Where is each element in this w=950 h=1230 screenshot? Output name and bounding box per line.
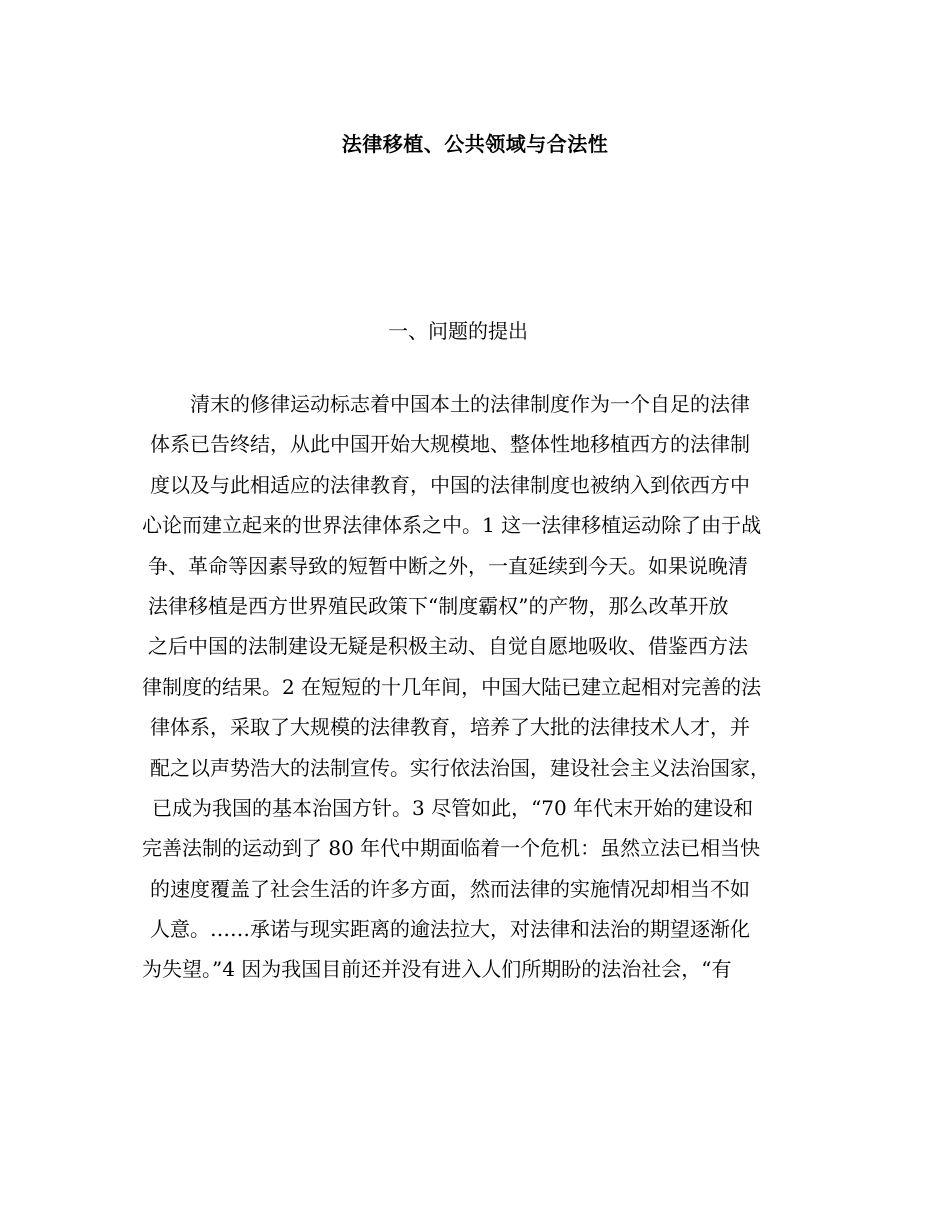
section-heading: 一、问题的提出 [388, 319, 528, 343]
body-line: 体系已告终结，从此中国开始大规模地、整体性地移植西方的法律制 [150, 432, 750, 457]
body-line: 完善法制的运动到了 80 年代中期面临着一个危机：虽然立法已相当快 [142, 836, 761, 861]
body-line: 度以及与此相适应的法律教育，中国的法律制度也被纳入到依西方中 [150, 472, 750, 497]
body-line: 清末的修律运动标志着中国本土的法律制度作为一个自足的法律 [190, 392, 750, 416]
body-line: 配之以声势浩大的法制宣传。实行依法治国，建设社会主义法治国家， [150, 755, 770, 780]
document-title: 法律移植、公共领域与合法性 [341, 132, 609, 156]
body-line: 之后中国的法制建设无疑是积极主动、自觉自愿地吸收、借鉴西方法 [148, 634, 748, 659]
body-line: 争、革命等因素导致的短暂中断之外，一直延续到今天。如果说晚清 [148, 553, 748, 578]
body-line: 为失望。”4 因为我国目前还并没有进入人们所期盼的法治社会，“有 [142, 957, 732, 982]
body-line: 律制度的结果。2 在短短的十几年间，中国大陆已建立起相对完善的法 [142, 674, 762, 699]
body-paragraph [140, 384, 812, 990]
body-line: 律体系，采取了大规模的法律教育，培养了大批的法律技术人才，并 [150, 715, 750, 740]
body-line: 的速度覆盖了社会生活的许多方面，然而法律的实施情况却相当不如 [150, 876, 750, 901]
body-line: 人意。……承诺与现实距离的逾法拉大，对法律和法治的期望逐渐化 [150, 917, 750, 942]
body-line: 已成为我国的基本治国方针。3 尽管如此，“70 年代末开始的建设和 [152, 795, 754, 820]
body-line: 法律移植是西方世界殖民政策下“制度霸权”的产物，那么改革开放 [148, 593, 729, 618]
body-line: 心论而建立起来的世界法律体系之中。1 这一法律移植运动除了由于战 [142, 513, 762, 538]
